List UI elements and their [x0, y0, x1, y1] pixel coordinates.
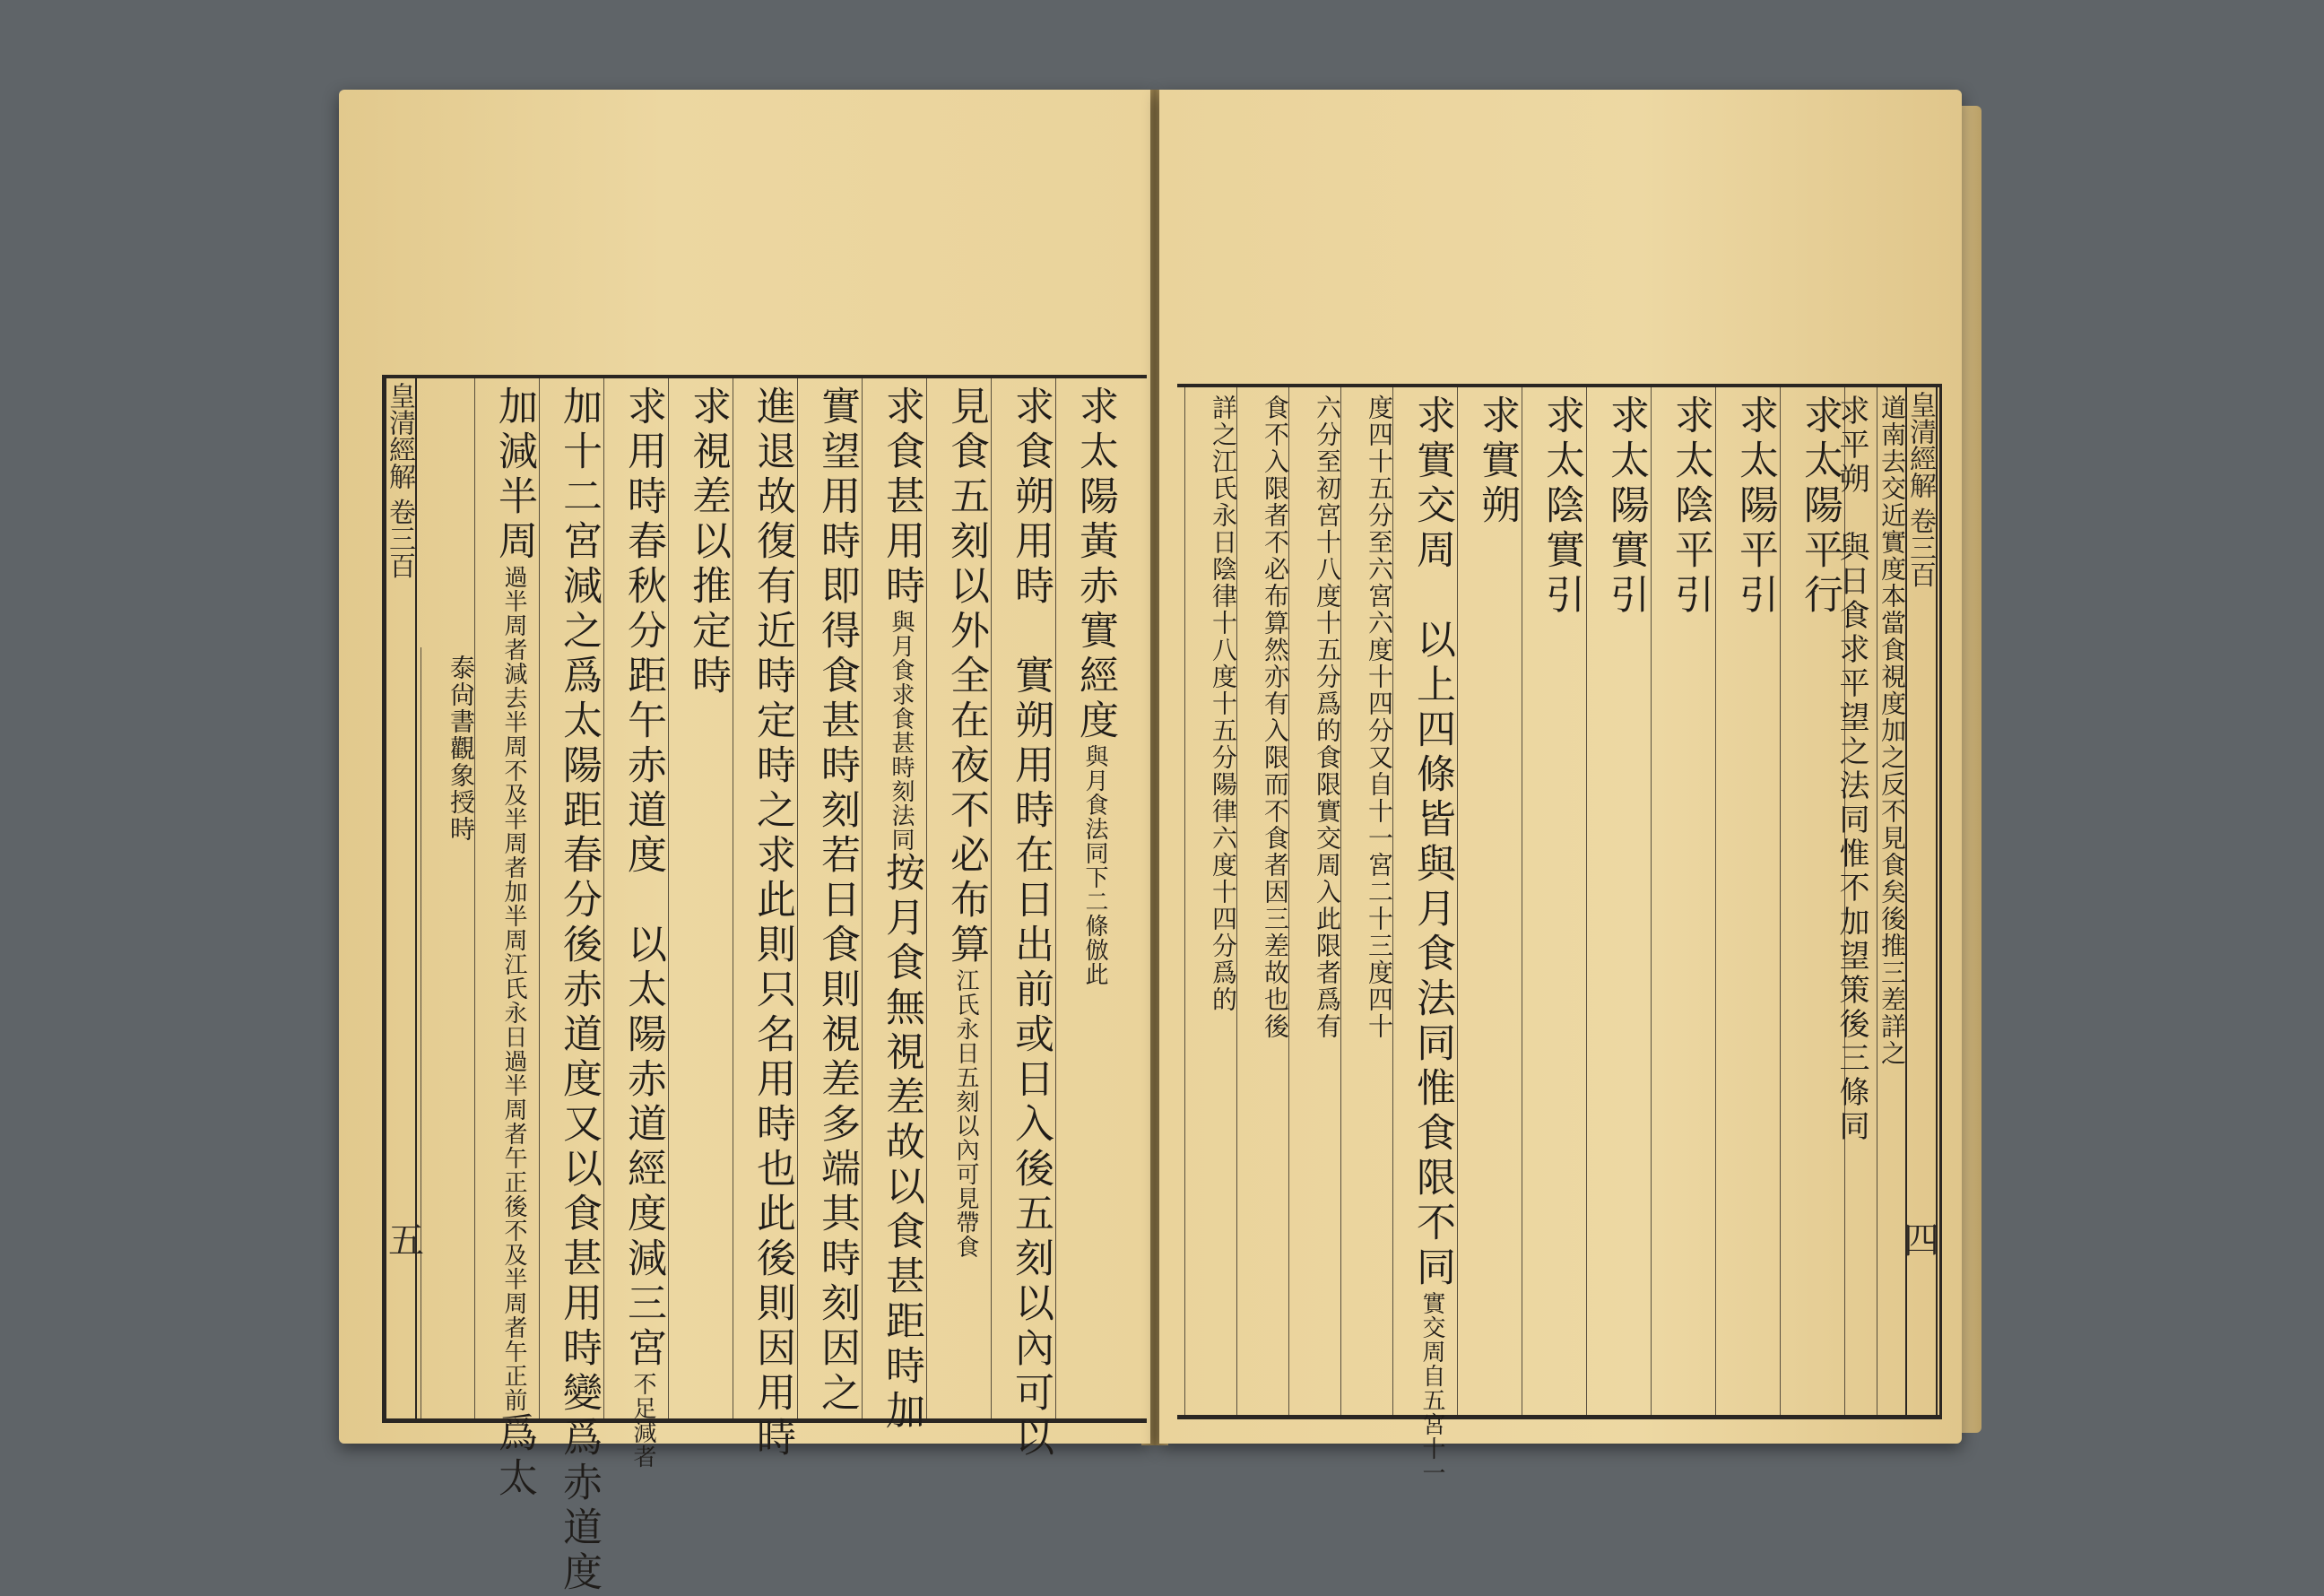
column-note: 江氏永日五刻以內可見帶食 — [952, 968, 979, 1259]
column-note: 六分至初宮十八度十五分爲的食限實交周入此限者爲有 — [1313, 395, 1342, 1040]
column-c8 — [603, 378, 668, 1469]
column-text: 求實朔 — [1474, 395, 1520, 529]
column-c9 — [539, 378, 603, 1596]
column-text: 求視差以推定時 — [685, 386, 731, 699]
column-c5 — [797, 378, 862, 1418]
column-r4 — [1715, 387, 1780, 1415]
column-text: 求食朔用時 實朔用時在日出前或日入後五刻以內可以 — [1008, 386, 1054, 1462]
column-note: 不足減者 — [629, 1372, 656, 1469]
column-note: 道南去交近實度本當食視度加之反不見食矣後推三差詳之 — [1877, 395, 1907, 1067]
column-r12 — [1236, 387, 1288, 1415]
column-note: 食不入限者不必布算然亦有入限而不食者因三差故也後 — [1261, 395, 1290, 1040]
column-note: 與月食法同下二條倣此 — [1081, 744, 1108, 986]
column-note: 實交周自五宮十一 — [1418, 1291, 1445, 1485]
open-book — [339, 90, 1962, 1596]
column-c2 — [991, 378, 1055, 1462]
column-text: 求太陽實引 — [1603, 395, 1649, 619]
margin-book-title: 皇清經解 — [1904, 391, 1936, 499]
right-print-frame — [1177, 384, 1942, 1485]
column-text: 求平朔 與日食求平望之法同惟不加望策後三條同 — [1834, 395, 1869, 1144]
column-text-2: 爲太 — [491, 1412, 537, 1502]
column-text: 加十二 — [556, 386, 602, 520]
column-c10 — [474, 378, 539, 1502]
margin-volume: 卷三百 — [1904, 507, 1936, 588]
right-folio: 四 — [1903, 1220, 1939, 1262]
margin-book-title: 皇清經解 — [384, 382, 415, 490]
column-r2 — [1834, 387, 1877, 1415]
column-text: 實望用時即得食甚時刻若日食則視差多端其時刻因之 — [814, 386, 860, 1417]
column-r13 — [1184, 387, 1236, 1415]
column-r7 — [1522, 387, 1586, 1415]
column-text: 求太陽黃赤實經度 — [1072, 386, 1118, 744]
column-c11 — [421, 647, 474, 1418]
column-text-2: 宮減之爲太陽距春分後赤道度又以食甚用時變爲赤道度 — [556, 520, 602, 1596]
column-text: 求太陽平行 — [1797, 395, 1843, 619]
column-text: 求太陰實引 — [1539, 395, 1584, 619]
column-text-2: 按月食無視差故以食甚距時加 — [879, 852, 924, 1435]
column-r5 — [1651, 387, 1715, 1415]
column-text: 進退故復有近時定時之求此則只名用時也此後則因用時 — [750, 386, 795, 1462]
column-c4 — [862, 378, 926, 1435]
column-note: 度四十五分至六宮六度十四分又自十一宮二十三度四十 — [1365, 395, 1394, 1040]
column-c7 — [668, 378, 733, 1418]
column-r1 — [1877, 387, 1905, 1415]
column-c3 — [926, 378, 991, 1418]
column-text: 求用時春秋分距午赤道度 以太陽赤道經度減三宮 — [620, 386, 666, 1372]
column-text: 求太陽平引 — [1732, 395, 1778, 619]
left-print-frame — [382, 375, 1147, 1596]
column-note: 與月食求食甚時刻法同 — [888, 610, 915, 852]
column-text: 見食五刻以外全在夜不必布算 — [943, 386, 989, 968]
column-text: 求實交周 以上四條皆與月食法同惟食限不同 — [1409, 395, 1455, 1291]
column-text: 求食甚用時 — [879, 386, 924, 610]
margin-volume: 卷三百 — [384, 498, 415, 579]
column-r9 — [1392, 387, 1457, 1485]
column-text: 泰尙書觀象授時 — [447, 655, 476, 843]
column-c6 — [733, 378, 797, 1462]
column-r11 — [1288, 387, 1340, 1415]
column-text: 加減半周 — [491, 386, 537, 565]
column-r6 — [1586, 387, 1651, 1415]
column-note: 過半周者減去半周不及半周者加半周江氏永日過半周者午正後不及半周者午正前 — [500, 565, 527, 1412]
column-text: 求太陰平引 — [1668, 395, 1713, 619]
right-page — [1159, 90, 1962, 1485]
column-r10 — [1340, 387, 1392, 1415]
page-edges — [1962, 106, 1981, 1433]
left-folio: 五 — [388, 1220, 424, 1262]
left-page — [339, 90, 1150, 1596]
column-note: 詳之江氏永日陰律十八度十五分陽律六度十四分爲的 — [1209, 395, 1238, 1013]
column-c1 — [1055, 378, 1120, 1418]
column-r8 — [1457, 387, 1522, 1415]
